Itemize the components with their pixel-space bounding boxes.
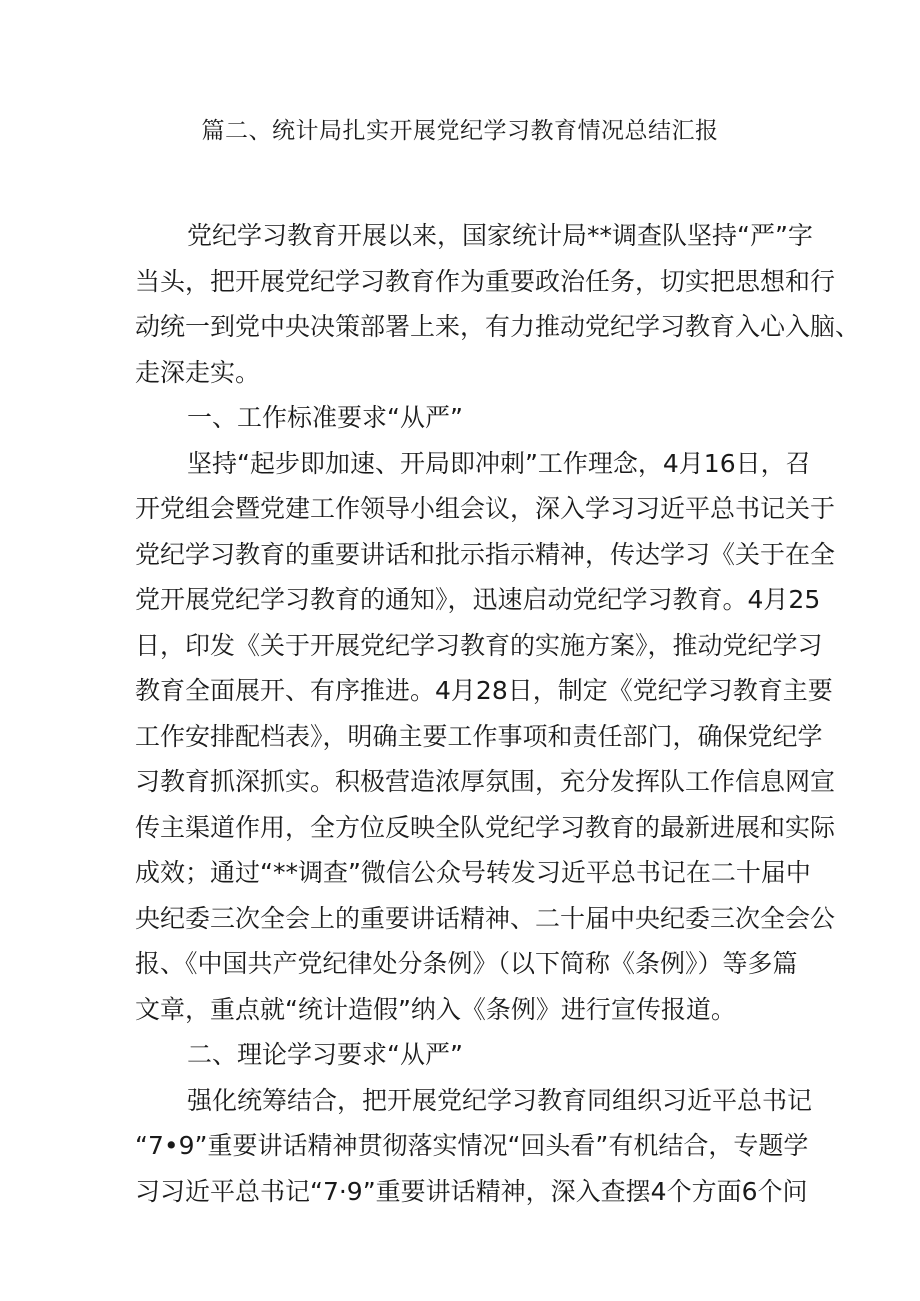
paragraph-2-line-1: 坚持“起步即加速、开局即冲刺”工作理念，4月16日，召 xyxy=(187,448,811,478)
paragraph-1-line-3: 动统一到党中央决策部署上来，有力推动党纪学习教育入心入脑、 xyxy=(135,312,861,341)
paragraph-2-line-4: 党开展党纪学习教育的通知》，迅速启动党纪学习教育。4月25 xyxy=(135,585,821,614)
paragraph-2-line-3: 党纪学习教育的重要讲话和批示指示精神，传达学习《关于在全 xyxy=(135,539,836,569)
paragraph-1-line-1: 党纪学习教育开展以来，国家统计局**调查队坚持“严”字 xyxy=(187,221,813,250)
document-body xyxy=(135,213,861,1214)
paragraph-2-line-10: 成效；通过“**调查”微信公众号转发习近平总书记在二十届中 xyxy=(135,858,811,887)
paragraph-3-line-1: 强化统筹结合，把开展党纪学习教育同组织习近平总书记 xyxy=(187,1085,813,1115)
document-title: 篇二、统计局扎实开展党纪学习教育情况总结汇报 xyxy=(201,118,719,144)
paragraph-3-line-3: 习习近平总书记“7·9”重要讲话精神，深入查摆4个方面6个问 xyxy=(135,1176,808,1206)
section-heading-1: 一、工作标准要求“从严” xyxy=(187,403,463,432)
paragraph-2-line-13: 文章，重点就“统计造假”纳入《条例》进行宣传报道。 xyxy=(135,994,736,1024)
paragraph-2-line-5: 日，印发《关于开展党纪学习教育的实施方案》，推动党纪学习 xyxy=(135,630,823,660)
paragraph-1-line-2: 当头，把开展党纪学习教育作为重要政治任务，切实把思想和行 xyxy=(135,266,836,296)
paragraph-3-line-2: “7•9”重要讲话精神贯彻落实情况“回头看”有机结合，专题学 xyxy=(135,1131,809,1160)
paragraph-2-line-9: 传主渠道作用，全方位反映全队党纪学习教育的最新进展和实际 xyxy=(135,812,836,842)
paragraph-2-line-8: 习教育抓深抓实。积极营造浓厚氛围，充分发挥队工作信息网宣 xyxy=(135,767,836,796)
paragraph-2-line-6: 教育全面展开、有序推进。4月28日，制定《党纪学习教育主要 xyxy=(135,676,833,705)
paragraph-2-line-11: 央纪委三次全会上的重要讲话精神、二十届中央纪委三次全会公 xyxy=(135,903,836,933)
paragraph-2-line-7: 工作安排配档表》，明确主要工作事项和责任部门，确保党纪学 xyxy=(135,721,823,751)
section-heading-2: 二、理论学习要求“从严” xyxy=(187,1040,463,1069)
paragraph-2-line-12: 报、《中国共产党纪律处分条例》（以下简称《条例》）等多篇 xyxy=(135,949,798,978)
paragraph-1-line-4: 走深走实。 xyxy=(135,357,261,387)
paragraph-2-line-2: 开党组会暨党建工作领导小组会议，深入学习习近平总书记关于 xyxy=(135,494,836,523)
